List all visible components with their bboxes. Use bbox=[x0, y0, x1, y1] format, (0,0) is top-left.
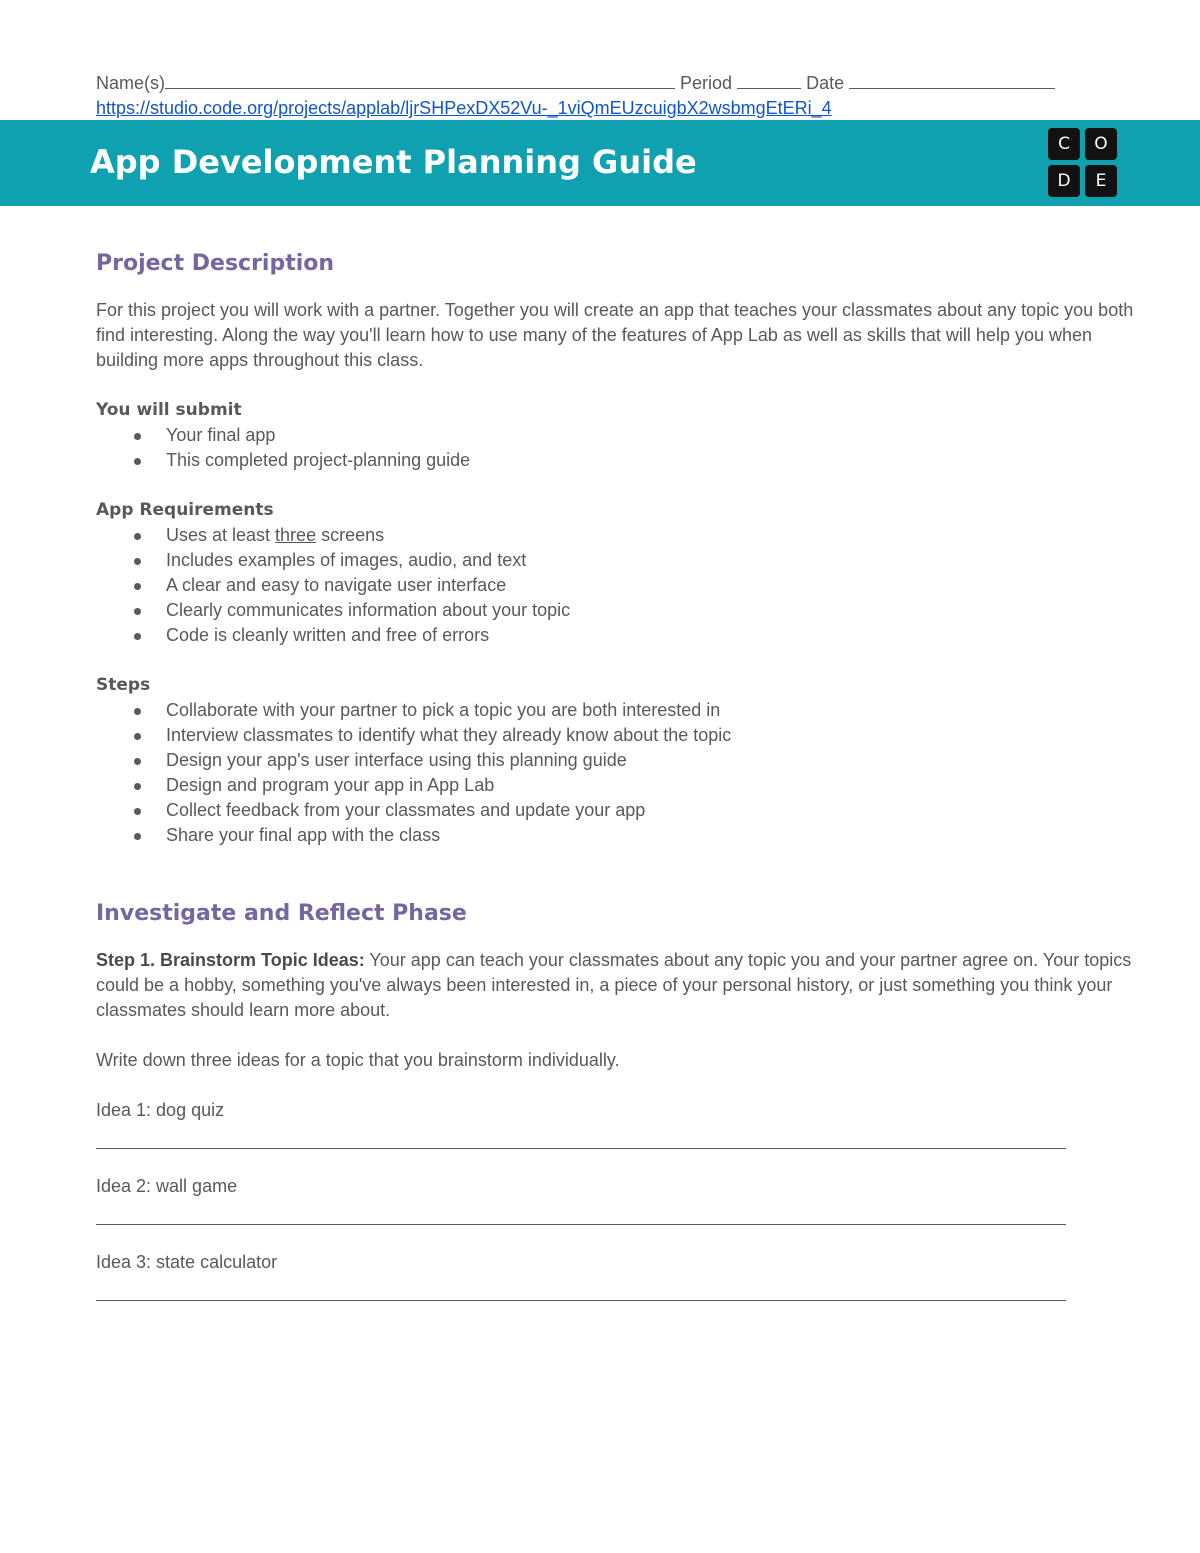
step1-paragraph bbox=[96, 948, 1136, 1023]
list-item: This completed project-planning guide bbox=[96, 448, 1136, 473]
submit-list bbox=[96, 423, 1136, 473]
bullet-icon bbox=[134, 758, 141, 765]
idea-3-text: Idea 3: state calculator bbox=[96, 1252, 278, 1272]
title-banner bbox=[0, 120, 1200, 206]
bullet-icon bbox=[134, 433, 141, 440]
bullet-icon bbox=[134, 708, 141, 715]
logo-letter-o: O bbox=[1085, 128, 1117, 160]
logo-letter-e: E bbox=[1085, 165, 1117, 197]
requirements-heading: App Requirements bbox=[96, 500, 274, 520]
brainstorm-instruction: Write down three ideas for a topic that you brainstorm individually. bbox=[96, 1050, 620, 1070]
bullet-icon bbox=[134, 458, 141, 465]
list-item: Design your app's user interface using this planning guide bbox=[96, 748, 1136, 773]
requirements-list bbox=[96, 523, 1136, 648]
page-title: App Development Planning Guide bbox=[90, 143, 697, 181]
name-field[interactable] bbox=[165, 70, 675, 89]
date-field[interactable] bbox=[849, 70, 1055, 89]
list-item: Design and program your app in App Lab bbox=[96, 773, 1136, 798]
project-description-heading: Project Description bbox=[96, 251, 335, 276]
step1-label: Step 1. Brainstorm Topic Ideas: bbox=[96, 950, 365, 970]
list-item: Collaborate with your partner to pick a topic you are both interested in bbox=[96, 698, 1136, 723]
idea-1-text: Idea 1: dog quiz bbox=[96, 1100, 225, 1120]
bullet-icon bbox=[134, 633, 141, 640]
idea-1-field[interactable] bbox=[96, 1098, 1066, 1149]
bullet-icon bbox=[134, 583, 141, 590]
period-field[interactable] bbox=[737, 70, 801, 89]
steps-heading: Steps bbox=[96, 675, 151, 695]
list-item: Uses at least three screens bbox=[96, 523, 1136, 548]
date-label: Date bbox=[806, 73, 845, 93]
list-item: Code is cleanly written and free of errors bbox=[96, 623, 1136, 648]
name-label: Name(s) bbox=[96, 73, 166, 93]
logo-letter-c: C bbox=[1048, 128, 1080, 160]
period-label: Period bbox=[680, 73, 733, 93]
main-content bbox=[96, 248, 1136, 1301]
bullet-icon bbox=[134, 783, 141, 790]
list-item: Your final app bbox=[96, 423, 1136, 448]
idea-2-text: Idea 2: wall game bbox=[96, 1176, 238, 1196]
list-item: Clearly communicates information about your topic bbox=[96, 598, 1136, 623]
bullet-icon bbox=[134, 808, 141, 815]
list-item: Interview classmates to identify what they already know about the topic bbox=[96, 723, 1136, 748]
steps-list bbox=[96, 698, 1136, 848]
idea-2-field[interactable] bbox=[96, 1174, 1066, 1225]
list-item: Collect feedback from your classmates and update your app bbox=[96, 798, 1136, 823]
bullet-icon bbox=[134, 558, 141, 565]
list-item: A clear and easy to navigate user interface bbox=[96, 573, 1136, 598]
step1-text: Your app can teach your classmates about any topic you and your partner agree on. Your topics could be a hobby, something you've always been interested in, a piece of your personal history, or just something you think your classmates should learn more about. bbox=[96, 950, 1132, 1020]
code-logo bbox=[1048, 128, 1120, 200]
bullet-icon bbox=[134, 608, 141, 615]
project-link[interactable]: https://studio.code.org/projects/applab/ljrSHPexDX52Vu-_1viQmEUzcuigbX2wsbmgEtERi_4 bbox=[96, 98, 832, 118]
header-fields bbox=[96, 70, 1055, 95]
list-item: Share your final app with the class bbox=[96, 823, 1136, 848]
idea-3-field[interactable] bbox=[96, 1250, 1066, 1301]
bullet-icon bbox=[134, 533, 141, 540]
bullet-icon bbox=[134, 833, 141, 840]
project-intro: For this project you will work with a partner. Together you will create an app that teaches your classmates about any topic you both find interesting. Along the way you'll learn how to use many of the features of App Lab as well as skills that will help you when building more apps throughout this class. bbox=[96, 300, 1134, 370]
list-item: Includes examples of images, audio, and text bbox=[96, 548, 1136, 573]
submit-heading: You will submit bbox=[96, 400, 242, 420]
logo-letter-d: D bbox=[1048, 165, 1080, 197]
bullet-icon bbox=[134, 733, 141, 740]
investigate-heading: Investigate and Reflect Phase bbox=[96, 901, 467, 926]
